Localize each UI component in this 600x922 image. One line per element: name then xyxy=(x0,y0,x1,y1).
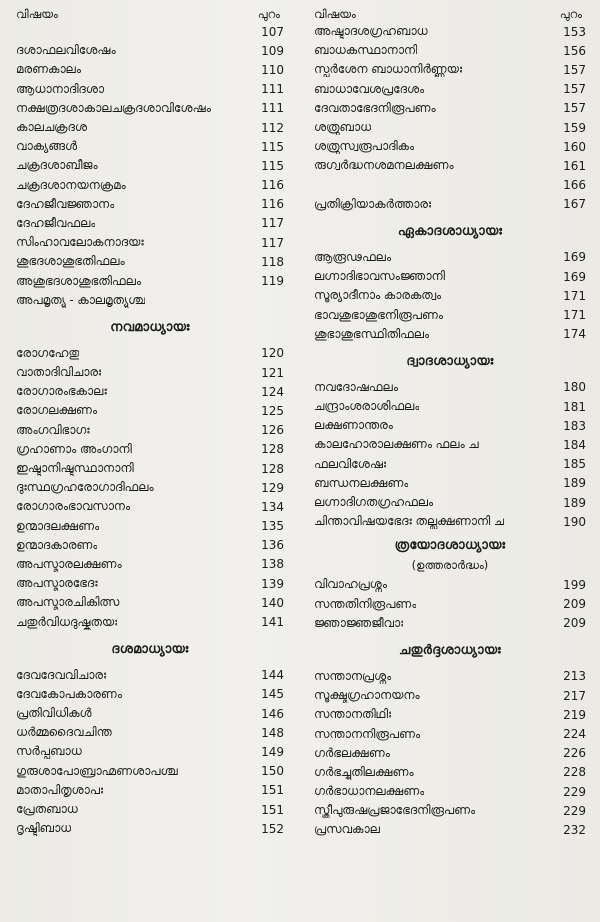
toc-entry xyxy=(314,305,586,324)
toc-entry-page: 183 xyxy=(563,418,586,433)
toc-entry-title: ദേഹജീവഫലം xyxy=(16,215,96,230)
toc-entry-title: അശുഭദശാശുഭതിഫലം xyxy=(16,273,141,288)
toc-group xyxy=(314,22,586,214)
toc-group xyxy=(16,344,284,632)
toc-entry-title: പ്രസവകാല xyxy=(314,822,380,837)
toc-entry-page: 146 xyxy=(261,706,284,721)
toc-entry-title: ലഗ്നാദിഗതഗ്രഹഫലം xyxy=(314,495,434,510)
chapter-heading: ദശമാധ്യായഃ xyxy=(111,641,189,657)
toc-entry xyxy=(314,512,586,531)
toc-entry-title: സന്താനപ്രശ്നം xyxy=(314,668,392,683)
toc-entry xyxy=(314,176,586,195)
toc-entry-title: ഇഷ്ടാനിഷ്ടസ്ഥാനാനി xyxy=(16,461,134,476)
toc-entry-title: ചിന്താവിഷയഭേദഃ തല്ലക്ഷണാനി ച xyxy=(314,514,505,529)
toc-entry xyxy=(16,233,284,252)
toc-entry-page: 156 xyxy=(563,43,586,58)
toc-entry-title: രോഗാരംഭകാലഃ xyxy=(16,384,107,399)
toc-entry xyxy=(16,819,284,838)
toc-entry xyxy=(314,575,586,594)
toc-entry xyxy=(314,267,586,286)
toc-entry-title: ലഗ്നാദിഭാവസംജ്ഞാനി xyxy=(314,269,445,284)
toc-entry-page: 109 xyxy=(261,43,284,58)
toc-entry-title: പ്രതിക്രിയാകർത്താരഃ xyxy=(314,196,432,211)
toc-entry-title: വിവാഹപ്രശ്നം xyxy=(314,577,387,592)
toc-entry xyxy=(314,763,586,782)
toc-entry xyxy=(314,22,586,41)
toc-entry-page: 171 xyxy=(563,288,586,303)
toc-entry-page: 171 xyxy=(563,308,586,323)
toc-entry xyxy=(314,286,586,305)
toc-entry-title: രോഗലക്ഷണം xyxy=(16,403,97,418)
toc-entry-page: 151 xyxy=(261,802,284,817)
toc-entry xyxy=(16,781,284,800)
toc-entry-page: 152 xyxy=(261,821,284,836)
toc-entry xyxy=(314,118,586,137)
toc-entry-page: 189 xyxy=(563,476,586,491)
toc-entry-title: ഗർഭലക്ഷണം xyxy=(314,745,390,760)
toc-entry-title: ചന്ദ്രാംശരാശിഫലം xyxy=(314,399,420,414)
toc-entry xyxy=(314,667,586,686)
left-column xyxy=(16,4,284,838)
toc-entry-title: ഗർഭാധാനലക്ഷണം xyxy=(314,784,425,799)
toc-entry xyxy=(314,614,586,633)
toc-entry-page: 111 xyxy=(261,101,284,116)
toc-entry-page: 116 xyxy=(261,197,284,212)
toc-entry xyxy=(314,782,586,801)
toc-entry-page: 141 xyxy=(261,615,284,630)
toc-entry-title: അപസ്മാരഭേദഃ xyxy=(16,576,98,591)
toc-entry-page: 229 xyxy=(563,803,586,818)
toc-entry xyxy=(314,248,586,267)
toc-entry-page: 226 xyxy=(563,746,586,761)
toc-entry-title: സിംഹാവലോകനാദയഃ xyxy=(16,235,144,250)
toc-entry-title: പ്രതിവിധികൾ xyxy=(16,706,92,721)
toc-entry-title: ഗർഭച്ചുതിലക്ഷണം xyxy=(314,764,414,779)
toc-entry-page: 128 xyxy=(261,461,284,476)
toc-entry xyxy=(16,271,284,290)
toc-entry-title: അംഗവിഭാഗഃ xyxy=(16,422,90,437)
toc-entry xyxy=(314,820,586,839)
toc-group xyxy=(16,666,284,839)
toc-entry-title: സന്താനനിരൂപണം xyxy=(314,726,421,741)
toc-entry xyxy=(16,593,284,612)
toc-entry-title: രുഗ്വർദ്ധനശമനലക്ഷണം xyxy=(314,158,454,173)
toc-group xyxy=(16,22,284,310)
toc-entry xyxy=(314,724,586,743)
toc-group xyxy=(314,575,586,633)
subject-header: വിഷയം xyxy=(314,7,356,21)
toc-entry-title: ദൃഷ്ടിബാധ xyxy=(16,821,72,836)
toc-entry xyxy=(314,41,586,60)
toc-entry-page: 125 xyxy=(261,403,284,418)
toc-entry xyxy=(16,137,284,156)
column-header xyxy=(16,4,284,22)
toc-entry-page: 169 xyxy=(563,269,586,284)
toc-entry xyxy=(314,137,586,156)
toc-entry-title: കാലചക്രദശ xyxy=(16,120,87,135)
toc-entry-page: 140 xyxy=(261,595,284,610)
toc-entry-page: 115 xyxy=(261,139,284,154)
toc-entry-page: 136 xyxy=(261,538,284,553)
toc-entry-title: പ്രേതബാധ xyxy=(16,802,78,817)
toc-entry xyxy=(16,723,284,742)
toc-entry-page: 112 xyxy=(261,120,284,135)
toc-entry-page: 169 xyxy=(563,250,586,265)
toc-entry-page: 119 xyxy=(261,274,284,289)
toc-entry-title: ദേവതാഭേദനിരൂപണം xyxy=(314,100,436,115)
toc-entry-title: ധർമ്മദൈവചിന്ത xyxy=(16,725,112,740)
toc-entry-page: 151 xyxy=(261,783,284,798)
toc-entry-page: 189 xyxy=(563,495,586,510)
toc-entry xyxy=(16,421,284,440)
chapter-heading: ചതുർദ്ദശാധ്യായഃ xyxy=(399,642,501,658)
toc-entry-page: 180 xyxy=(563,380,586,395)
toc-entry-page: 229 xyxy=(563,784,586,799)
toc-entry-title: അപസ്മാരലക്ഷണം xyxy=(16,556,122,571)
toc-entry-title: ദശാഫലവിശേഷം xyxy=(16,43,116,58)
toc-entry-page: 144 xyxy=(261,668,284,683)
toc-group xyxy=(314,667,586,840)
toc-entry-page: 111 xyxy=(261,82,284,97)
toc-entry xyxy=(16,22,284,41)
toc-entry-page: 199 xyxy=(563,577,586,592)
toc-entry xyxy=(16,497,284,516)
chapter-subheading: (ഉത്തരാർദ്ധം) xyxy=(411,558,489,573)
toc-entry xyxy=(16,156,284,175)
toc-entry-title: അഷ്ടാദശഗ്രഹബാധ xyxy=(314,24,428,39)
right-column xyxy=(314,4,586,840)
toc-entry-page: 115 xyxy=(261,158,284,173)
toc-entry xyxy=(16,666,284,685)
toc-entry-page: 148 xyxy=(261,725,284,740)
toc-entry xyxy=(314,80,586,99)
toc-entry-page: 128 xyxy=(261,442,284,457)
toc-entry xyxy=(314,60,586,79)
toc-entry-title: ഗ്രഹാണാം അംഗാനി xyxy=(16,441,132,456)
toc-entry-page: 116 xyxy=(261,178,284,193)
chapter-heading: നവമാധ്യായഃ xyxy=(110,319,190,335)
toc-entry xyxy=(314,455,586,474)
toc-entry xyxy=(314,195,586,214)
toc-entry-page: 129 xyxy=(261,480,284,495)
toc-entry-page: 157 xyxy=(563,62,586,77)
toc-group xyxy=(314,378,586,532)
toc-entry-page: 184 xyxy=(563,437,586,452)
toc-entry xyxy=(314,99,586,118)
toc-entry-page: 117 xyxy=(261,216,284,231)
toc-entry xyxy=(16,704,284,723)
toc-entry-page: 159 xyxy=(563,120,586,135)
toc-entry-page: 217 xyxy=(563,688,586,703)
toc-entry-page: 157 xyxy=(563,82,586,97)
toc-entry-page: 228 xyxy=(563,765,586,780)
toc-entry xyxy=(16,382,284,401)
toc-entry-title: രോഗാരംഭാവസാനം xyxy=(16,499,131,514)
toc-entry-title: ഉന്മാദകാരണം xyxy=(16,537,98,552)
toc-entry-page: 167 xyxy=(563,197,586,212)
toc-entry xyxy=(314,595,586,614)
toc-entry xyxy=(314,474,586,493)
subject-header: വിഷയം xyxy=(16,7,58,21)
toc-entry xyxy=(16,685,284,704)
toc-entry-title: ഗുരുശാപോബ്രാഹ്മണശാപശ്ച xyxy=(16,763,178,778)
toc-entry-page: 190 xyxy=(563,514,586,529)
page-header: പുറം xyxy=(559,7,582,21)
toc-entry xyxy=(16,762,284,781)
toc-group xyxy=(314,248,586,344)
toc-entry xyxy=(314,744,586,763)
toc-entry-page: 117 xyxy=(261,235,284,250)
toc-entry-title: ദേവകോപകാരണം xyxy=(16,686,122,701)
toc-entry-page: 160 xyxy=(563,139,586,154)
toc-entry-title: ഫലവിശേഷഃ xyxy=(314,456,387,471)
toc-entry xyxy=(16,252,284,271)
toc-entry-title: സൂക്ഷ്മഗ്രഹാനയനം xyxy=(314,688,420,703)
toc-entry-page: 124 xyxy=(261,384,284,399)
toc-entry-page: 135 xyxy=(261,519,284,534)
toc-entry xyxy=(16,60,284,79)
toc-entry-page: 161 xyxy=(563,158,586,173)
toc-entry xyxy=(314,397,586,416)
toc-entry-page: 150 xyxy=(261,764,284,779)
toc-entry-title: ജ്ഞാജ്ഞജീവാഃ xyxy=(314,615,404,630)
toc-entry xyxy=(16,401,284,420)
toc-entry-title: ശത്രുസ്വരൂപാദികം xyxy=(314,139,415,154)
toc-entry xyxy=(16,440,284,459)
toc-entry-title: ശുഭദശാശുഭതിഫലം xyxy=(16,254,125,269)
toc-entry-title: നക്ഷത്രദശാകാലചക്രദശാവിശേഷം xyxy=(16,100,211,115)
toc-entry xyxy=(314,378,586,397)
toc-entry xyxy=(314,686,586,705)
toc-entry-page: 145 xyxy=(261,687,284,702)
toc-entry-page: 166 xyxy=(563,178,586,193)
toc-entry-page: 174 xyxy=(563,327,586,342)
toc-entry xyxy=(314,416,586,435)
toc-entry xyxy=(314,325,586,344)
toc-entry-page: 181 xyxy=(563,399,586,414)
toc-entry xyxy=(16,363,284,382)
toc-entry xyxy=(16,536,284,555)
chapter-heading: ത്രയോദശാധ്യായഃ xyxy=(394,538,506,554)
toc-entry xyxy=(314,435,586,454)
toc-entry xyxy=(16,80,284,99)
toc-entry-page: 149 xyxy=(261,744,284,759)
toc-entry-title: അപസ്മാരചികിത്സ xyxy=(16,595,120,610)
toc-entry xyxy=(16,99,284,118)
toc-entry-title: ആരൂഢഫലം xyxy=(314,249,392,264)
toc-entry xyxy=(314,156,586,175)
toc-entry xyxy=(314,801,586,820)
toc-entry xyxy=(314,493,586,512)
toc-entry-title: ശുഭാശുഭസ്ഥിതിഫലം xyxy=(314,326,430,341)
toc-entry xyxy=(16,195,284,214)
toc-entry-title: ബാധകസ്ഥാനാനി xyxy=(314,43,418,58)
toc-entry-page: 110 xyxy=(261,62,284,77)
toc-entry-title: നവദോഷഫലം xyxy=(314,379,398,394)
chapter-heading: ഏകാദശാധ്യായഃ xyxy=(397,223,503,239)
toc-entry-page: 185 xyxy=(563,457,586,472)
toc-entry-title: ലക്ഷണാന്തരം xyxy=(314,418,393,433)
toc-entry xyxy=(16,742,284,761)
toc-entry xyxy=(16,214,284,233)
toc-entry xyxy=(16,574,284,593)
toc-entry-title: ചക്രദശാനയനക്രമം xyxy=(16,177,126,192)
toc-entry-title: ചതുർവിധദുഷ്കൃതയഃ xyxy=(16,614,118,629)
toc-entry-title: സ്ത്രീപുരുഷപ്രജാഭേദനിരൂപണം xyxy=(314,803,476,818)
toc-entry-title: ബാധാവേശപ്രദേശം xyxy=(314,81,425,96)
toc-entry xyxy=(16,459,284,478)
toc-entry-title: സൂര്യാദീനാം കാരകത്വം xyxy=(314,288,442,303)
toc-entry-page: 118 xyxy=(261,254,284,269)
toc-entry-page: 107 xyxy=(261,24,284,39)
toc-entry xyxy=(16,291,284,310)
toc-entry-title: കാലഹോരാലക്ഷണം ഫലം ച xyxy=(314,437,479,452)
toc-entry-title: രോഗഹേതു xyxy=(16,345,80,360)
toc-entry-title: മാതാപിതൃശാപഃ xyxy=(16,782,104,797)
column-header xyxy=(314,4,586,22)
toc-entry-title: ചക്രദശാബീജം xyxy=(16,158,98,173)
toc-entry-title: വാക്യങ്ങൾ xyxy=(16,139,78,154)
toc-entry-title: ശത്രുബാധ xyxy=(314,120,372,135)
toc-entry xyxy=(16,612,284,631)
toc-entry xyxy=(16,555,284,574)
toc-entry-page: 134 xyxy=(261,499,284,514)
toc-entry-page: 209 xyxy=(563,597,586,612)
toc-entry-title: ദുഃസ്ഥഗ്രഹരോഗാദിഫലം xyxy=(16,480,154,495)
toc-entry-title: ഭാവശുഭാശുഭനിരൂപണം xyxy=(314,307,443,322)
toc-entry-title: വാതാദിവിചാരഃ xyxy=(16,365,102,380)
chapter-heading: ദ്വാദശാധ്യായഃ xyxy=(406,353,494,369)
toc-entry-title: ആധാനാദിദശാ xyxy=(16,81,104,96)
toc-entry-title: സന്താനതിഥിഃ xyxy=(314,707,392,722)
toc-entry-page: 232 xyxy=(563,822,586,837)
toc-entry-title: ദേഹജീവജ്ഞാനം xyxy=(16,196,115,211)
toc-entry xyxy=(16,800,284,819)
toc-entry-page: 219 xyxy=(563,707,586,722)
toc-entry-title: ഉന്മാദലക്ഷണം xyxy=(16,518,100,533)
toc-entry xyxy=(16,344,284,363)
toc-entry xyxy=(16,41,284,60)
toc-entry-page: 138 xyxy=(261,557,284,572)
toc-entry-title: മരണകാലം xyxy=(16,62,81,77)
toc-entry xyxy=(16,176,284,195)
toc-entry-page: 121 xyxy=(261,365,284,380)
toc-entry-page: 153 xyxy=(563,24,586,39)
toc-entry-title: ബന്ധനലക്ഷണം xyxy=(314,475,409,490)
toc-entry-title: അപമൃത്യു - കാലമൃത്യുശ്ച xyxy=(16,292,146,307)
toc-entry-title: സർപ്പബാധ xyxy=(16,744,82,759)
toc-entry-title: ദേവദേവവിചാരഃ xyxy=(16,667,107,682)
toc-entry xyxy=(314,705,586,724)
toc-entry-page: 224 xyxy=(563,727,586,742)
toc-entry-title: സന്തതിനിരൂപണം xyxy=(314,596,417,611)
toc-entry-page: 139 xyxy=(261,576,284,591)
toc-entry-page: 120 xyxy=(261,346,284,361)
toc-entry xyxy=(16,478,284,497)
toc-entry-page: 157 xyxy=(563,101,586,116)
toc-entry-page: 209 xyxy=(563,616,586,631)
toc-entry-page: 213 xyxy=(563,669,586,684)
page-header: പുറം xyxy=(257,7,280,21)
toc-entry xyxy=(16,517,284,536)
toc-entry-page: 126 xyxy=(261,423,284,438)
toc-entry xyxy=(16,118,284,137)
toc-entry-title: സ്പർശേന ബാധാനിർണ്ണയഃ xyxy=(314,62,463,77)
